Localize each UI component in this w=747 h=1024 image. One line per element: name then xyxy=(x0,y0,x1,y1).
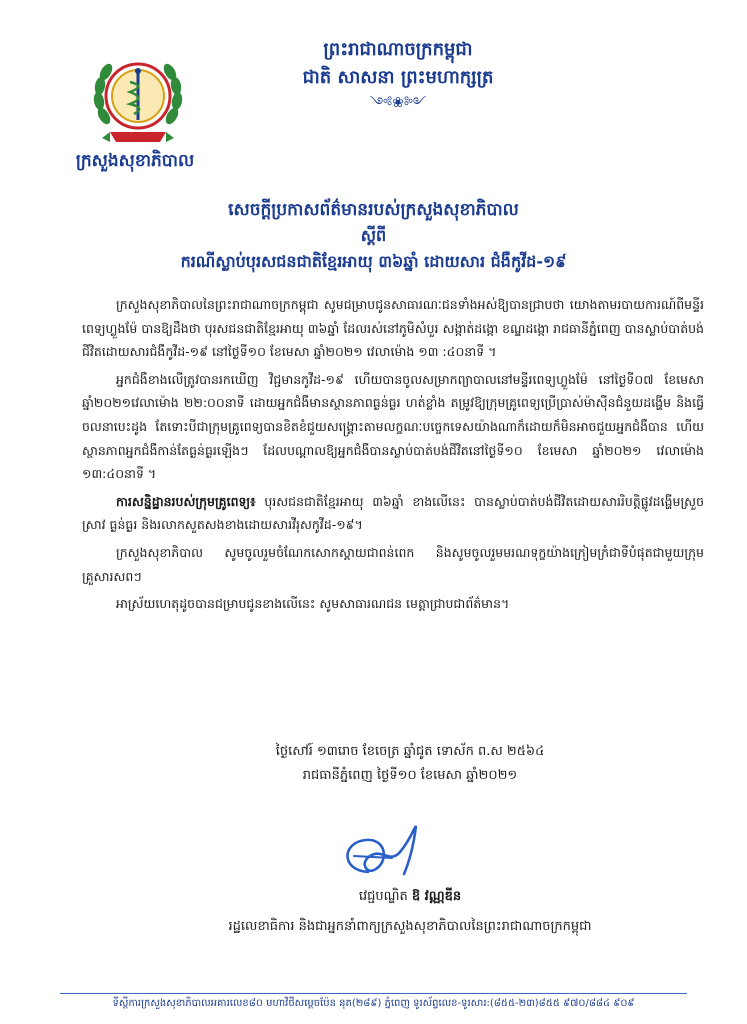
signer-name-line xyxy=(200,882,620,912)
national-motto xyxy=(248,36,548,114)
paragraph-3 xyxy=(82,490,704,537)
paragraph-5: អាស្រ័យហេតុដូចបានជម្រាបជូនខាងលើនេះ សូមសាធារណជន មេត្តាជ្រាបជាព័ត៌មាន។ xyxy=(116,596,510,612)
announcement-body xyxy=(82,293,704,620)
signer-title: វេជ្ជបណ្ឌិត xyxy=(358,889,408,904)
title-line-1: សេចក្តីប្រកាសព័ត៌មានរបស់ក្រសួងសុខាភិបាល xyxy=(228,200,519,220)
date-block xyxy=(220,740,600,788)
conclusion-label: ការសន្និដ្ឋានរបស់ក្រុមគ្រូពេទ្យ៖ xyxy=(116,493,256,509)
ministry-name: ក្រសួងសុខាភិបាល xyxy=(75,151,195,171)
paragraph-2: អ្នកជំងឺខាងលើត្រូវបានរកឃើញ វិជ្ជមានកូវីដ-១៩ ហើយបានចូលសម្រាកព្យាបាលនៅមន្ទីរពេទ្យហ្លួងម៉ែ នៅថ្ងៃទី០៧ ខែមេសា ឆ្នាំ២០២១វេលាម៉ោង ២២:០០នាទី ដោយអ្នកជំងឺមានស្ថានភាពធ្ងន់ធ្ងរ ហត់ខ្លាំង តម្រូវឱ្យក្រុមគ្រូពេទ្យប្រើប្រាស់ម៉ាស៊ីនជំនួយដង្ហើម និងធ្វើចលនាបេះដូង តែទោះបីជាក្រុមគ្រូពេទ្យបានខិតខំជួយសង្គ្រោះតាមលក្ខណៈបច្ចេកទេសយ៉ាងណាក៏ដោយក៏មិនអាចជួយអ្នកជំងឺបាន ហើយស្ថានភាពអ្នកជំងឺកាន់តែធ្ងន់ធ្ងរឡើងៗ ដែលបណ្តាលឱ្យអ្នកជំងឺបានស្លាប់បាត់បង់ជីវិតនៅថ្ងៃទី១០ ខែមេសា ឆ្នាំ២០២១ វេលាម៉ោង ១៣:៤០នាទី ។ xyxy=(82,371,704,482)
document-title xyxy=(120,196,627,276)
signer-name: ឱ វណ្ណឌីន xyxy=(411,889,462,904)
solar-date: រាជធានីភ្នំពេញ ថ្ងៃទី១០ ខែមេសា ឆ្នាំ២០២១ xyxy=(302,768,518,783)
lunar-date: ថ្ងៃសៅរ៍ ១៣រោច ខែចេត្រ ឆ្នាំជូត ទោស័ក ព.ស ២៥៦៤ xyxy=(275,744,545,759)
kingdom-name: ព្រះរាជាណាចក្រកម្ពុជា xyxy=(323,39,473,60)
paragraph-1: ក្រសួងសុខាភិបាលនៃព្រះរាជាណាចក្រកម្ពុជា សូមជម្រាបជូនសាធារណៈជនទាំងអស់ឱ្យបានជ្រាបថា យោងតាមរបាយការណ៍ពីមន្ទីរពេទ្យហ្លួងម៉ែ បានឱ្យដឹងថា បុរសជនជាតិខ្មែរអាយុ ៣៦ឆ្នាំ ដែលរស់នៅភូមិសំបួរ សង្កាត់ដង្កោ ខណ្ឌដង្កោ រាជធានីភ្នំពេញ បានស្លាប់បាត់បង់ជីវិតដោយសារជំងឺកូវីដ-១៩ នៅថ្ងៃទី១០ ខែមេសា ឆ្នាំ២០២១ វេលាម៉ោង ១៣ :៤០នាទី ។ xyxy=(82,297,704,360)
signer-block xyxy=(200,882,620,942)
ministry-of-health-logo xyxy=(88,46,188,150)
paragraph-4: ក្រសួងសុខាភិបាល សូមចូលរួមចំណែកសោកស្តាយជាពន់ពេក និងសូមចូលរួមមរណទុក្ខយ៉ាងក្រៀមក្រំជាទីបំផុតជាមួយក្រុមគ្រួសារសពៗ xyxy=(82,544,704,584)
title-line-2: ស្តីពី xyxy=(360,226,387,245)
footer-divider xyxy=(60,993,687,994)
signer-position: រដ្ឋលេខាធិការ និងជាអ្នកនាំពាក្យក្រសួងសុខាភិបាលនៃព្រះរាជាណាចក្រកម្ពុជា xyxy=(228,919,592,934)
nation-religion-king: ជាតិ សាសនា ព្រះមហាក្សត្រ xyxy=(302,67,494,88)
signature xyxy=(330,812,440,882)
ornament-icon: ༺❀༻ xyxy=(369,95,427,111)
footer-address: ទីស្តីការក្រសួងសុខាភិបាលអគារលេខ៨០ មហាវិថីសម្តេចប៉ែន នុត(២៨៩) ភ្នំពេញ ទូរស័ព្ទលេខ-ទូរសារ:(៨៥៥-២៣)៨៥៥ ៩៧០/៨៨៤ ៩០៩ xyxy=(112,998,635,1009)
conclusion-text: បុរសជនជាតិខ្មែរអាយុ ៣៦ឆ្នាំ ខាងលើនេះ បានស្លាប់បាត់បង់ជីវិតដោយសាររិបត្តិផ្លូវដង្ហើមស្រួចស្រាវ ធ្ងន់ធ្ងរ និងរលាកសួតសងខាងដោយសារវីរុសកូវីដ-១៩។ xyxy=(82,493,704,533)
title-line-3: ករណីស្លាប់បុរសជនជាតិខ្មែរអាយុ ៣៦ឆ្នាំ ដោយសារ ជំងឺកូវីដ-១៩ xyxy=(180,252,567,271)
